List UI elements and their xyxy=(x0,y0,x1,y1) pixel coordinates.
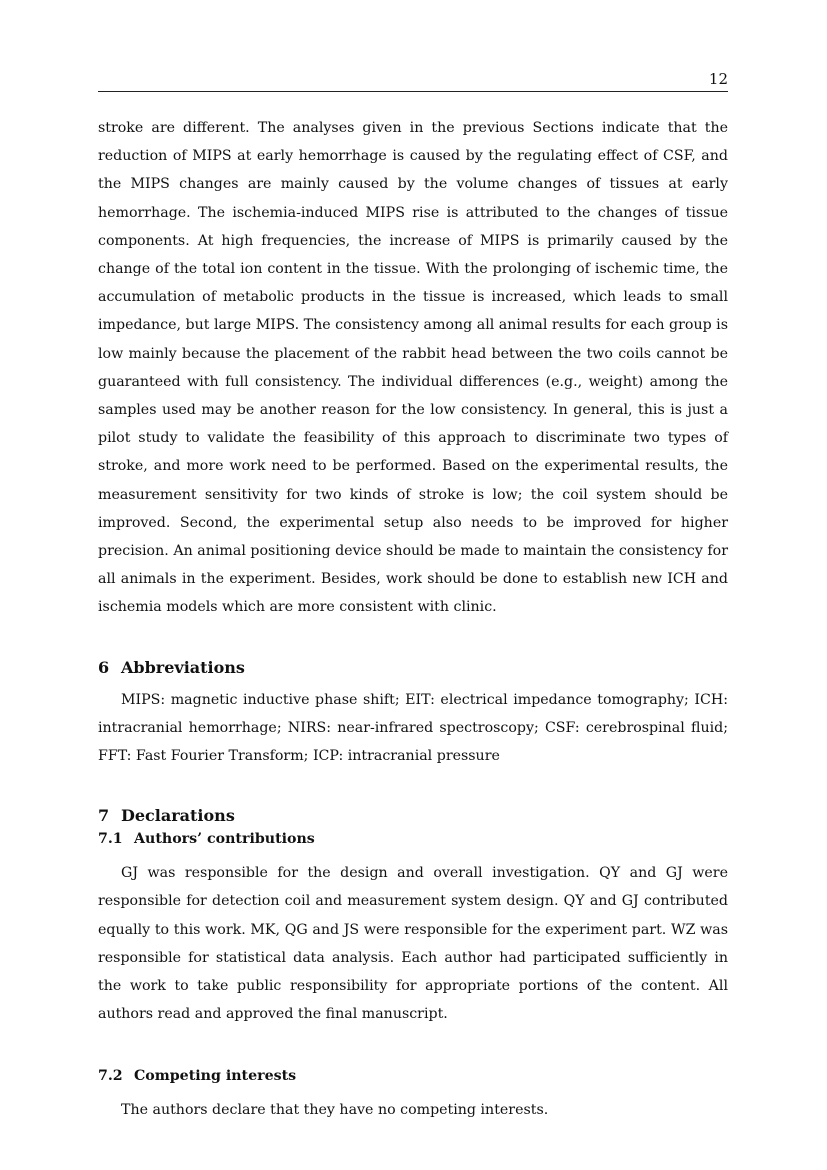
section-number: 7 xyxy=(98,806,110,826)
section-heading-abbreviations xyxy=(98,657,728,679)
subsection-heading-competing-interests xyxy=(98,1066,728,1086)
section-heading-declarations xyxy=(98,805,728,827)
competing-interests-paragraph: The authors declare that they have no competing interests. xyxy=(121,1102,549,1119)
page-body xyxy=(98,114,728,1125)
subsection-heading-authors-contributions xyxy=(98,829,728,849)
section-title: Declarations xyxy=(121,806,235,826)
abbreviations-paragraph: MIPS: magnetic inductive phase shift; EIT: electrical impedance tomography; ICH: intracranial hemorrhage; NIRS: near-infrared spectroscopy; CSF: cerebrospinal fluid; FFT: Fast Fourier Transform; ICP: intracranial pressure xyxy=(98,691,728,765)
subsection-number: 7.2 xyxy=(98,1068,123,1085)
subsection-number: 7.1 xyxy=(98,831,123,848)
header-rule xyxy=(98,91,728,92)
section-number: 6 xyxy=(98,657,110,677)
subsection-title: Authors’ contributions xyxy=(134,831,315,848)
intro-paragraph: stroke are different. The analyses given in the previous Sections indicate that the reduction of MIPS at early hemorrhage is caused by the regulating effect of CSF, and the MIPS changes are mainly caused by the volume changes of tissues at early hemorrhage. The ischemia-induced MIPS rise is attributed to the changes of tissue components. At high frequencies, the increase of MIPS is primarily caused by the change of the total ion content in the tissue. With the prolonging of ischemic time, the accumulation of metabolic products in the tissue is increased, which leads to small impedance, but large MIPS. The consistency among all animal results for each group is low mainly because the placement of the rabbit head between the two coils cannot be guaranteed with full consistency. The individual differences (e.g., weight) among the samples used may be another reason for the low consistency. In general, this is just a pilot study to validate the feasibility of this approach to discriminate two types of stroke, and more work need to be performed. Based on the experimental results, the measurement sensitivity for two kinds of stroke is low; the coil system should be improved. Second, the experimental setup also needs to be improved for higher precision. An animal positioning device should be made to maintain the consistency for all animals in the experiment. Besides, work should be done to establish new ICH and ischemia models which are more consistent with clinic. xyxy=(98,120,728,616)
page-number: 12 xyxy=(708,70,728,88)
section-title: Abbreviations xyxy=(121,657,245,677)
subsection-title: Competing interests xyxy=(134,1068,297,1085)
authors-contributions-paragraph: GJ was responsible for the design and overall investigation. QY and GJ were responsible for detection coil and measurement system design. QY and GJ contributed equally to this work. MK, QG and JS were responsible for the experiment part. WZ was responsible for statistical data analysis. Each author had participated sufficiently in the work to take public responsibility for appropriate portions of the content. All authors read and approved the final manuscript. xyxy=(98,865,728,1023)
